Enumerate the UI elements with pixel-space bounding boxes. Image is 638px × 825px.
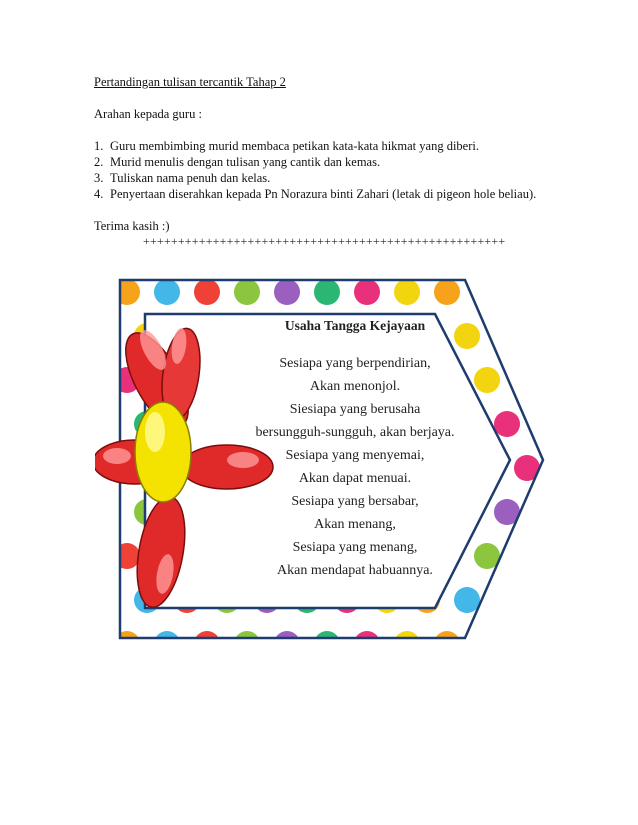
thanks-note: Terima kasih :) <box>94 219 170 233</box>
list-item-text: Murid menulis dengan tulisan yang cantik dan kemas. <box>110 155 381 169</box>
instructions-list <box>94 138 564 202</box>
poem-line: Akan menang, <box>314 517 396 532</box>
polka-dot <box>194 279 220 305</box>
polka-dot <box>314 279 340 305</box>
list-item <box>94 154 564 170</box>
polka-dot <box>394 279 420 305</box>
poem-block <box>215 318 495 582</box>
polka-dot <box>534 587 547 613</box>
poem-line: Sesiapa yang berpendirian, <box>279 356 431 371</box>
polka-dot <box>494 323 520 349</box>
poem-line: Sesiapa yang menang, <box>292 540 418 555</box>
list-item-number: 4. <box>94 187 104 201</box>
polka-dot <box>354 279 380 305</box>
poem-line: bersungguh-sungguh, akan berjaya. <box>255 425 455 440</box>
poem-line: Siesiapa yang berusaha <box>289 402 421 417</box>
poem-line: Akan mendapat habuannya. <box>277 563 433 578</box>
polka-dot <box>114 279 140 305</box>
polka-dot <box>514 279 540 305</box>
poem-line: Akan menonjol. <box>309 379 401 394</box>
polka-dot <box>514 631 540 642</box>
list-item-number: 2. <box>94 155 104 169</box>
polka-dot <box>474 279 500 305</box>
polka-dot <box>534 323 547 349</box>
polka-dot <box>534 411 547 437</box>
polka-dot <box>154 279 180 305</box>
list-item-number: 1. <box>94 139 104 153</box>
flower-center <box>135 402 191 502</box>
list-item <box>94 186 564 202</box>
list-item-number: 3. <box>94 171 104 185</box>
list-item-text: Tuliskan nama penuh dan kelas. <box>110 171 271 185</box>
document-title: Pertandingan tulisan tercantik Tahap 2 <box>94 75 286 89</box>
polka-dot <box>274 279 300 305</box>
poem-line: Sesiapa yang bersabar, <box>291 494 419 509</box>
polka-dot <box>494 411 520 437</box>
polka-dot <box>474 631 500 642</box>
polka-dot <box>494 587 520 613</box>
polka-dot <box>234 279 260 305</box>
polka-dot <box>454 587 480 613</box>
polka-dot <box>534 499 547 525</box>
polka-dot <box>434 279 460 305</box>
poem-title: Usaha Tangga Kejayaan <box>284 318 426 333</box>
polka-dot <box>514 543 540 569</box>
divider-line: ++++++++++++++++++++++++++++++++++++++++++++++++++++ <box>143 234 506 248</box>
instructions-intro: Arahan kepada guru : <box>94 107 202 121</box>
list-item <box>94 170 564 186</box>
polka-dot <box>114 543 140 569</box>
poem-line: Akan dapat menuai. <box>298 471 412 486</box>
polka-dot <box>514 367 540 393</box>
poem-line: Sesiapa yang menyemai, <box>285 448 425 463</box>
list-item-text: Penyertaan diserahkan kepada Pn Norazura binti Zahari (letak di pigeon hole beliau). <box>110 187 537 201</box>
list-item <box>94 138 564 154</box>
list-item-text: Guru membimbing murid membaca petikan kata-kata hikmat yang diberi. <box>110 139 479 153</box>
instructions-section <box>94 74 564 234</box>
